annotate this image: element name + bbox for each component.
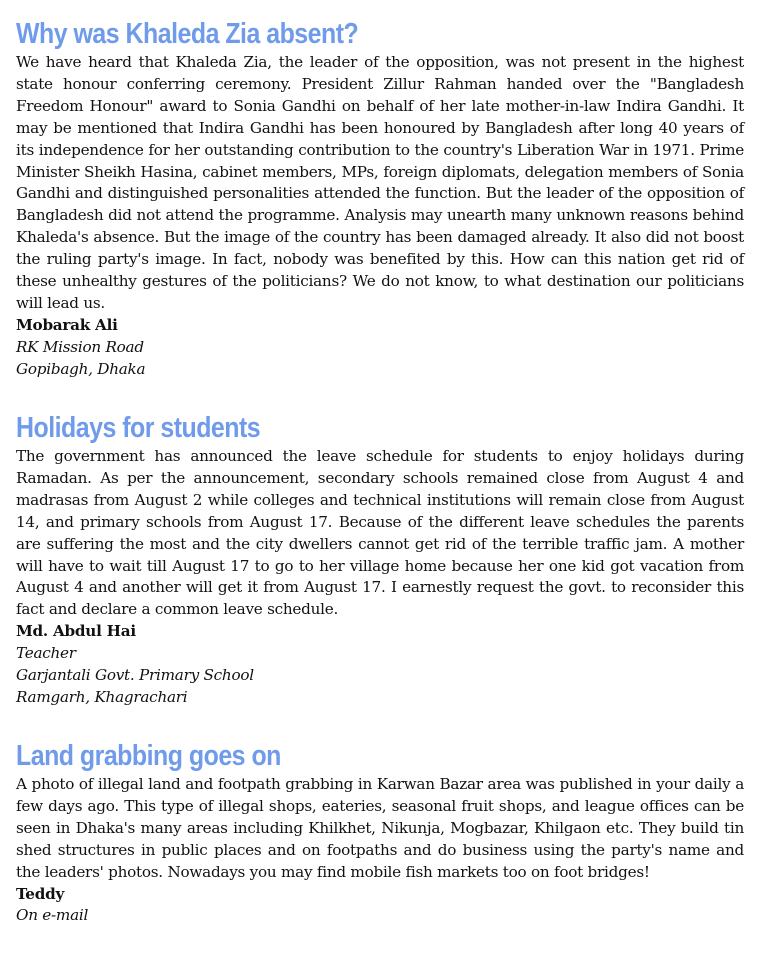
letter-headline: Why was Khaleda Zia absent? [16, 18, 359, 50]
letter-body: We have heard that Khaleda Zia, the leader of the opposition, was not present in the highest state honour conferring ceremony. President Zillur Rahman handed over the "Bangladesh Freedom Honour" award to Sonia Gandhi on behalf of her late mother-in-law Indira Gandhi. It may be mentioned that Indira Gandhi has been honoured by Bangladesh after long 40 years of its independence for her outstanding contribution to the country's Liberation War in 1971. Prime Minister Sheikh Hasina, cabinet members, MPs, foreign diplomats, delegation members of Sonia Gandhi and distinguished personalities attended the function. But the leader of the opposition of Bangladesh did not attend the programme. Analysis may unearth many unknown reasons behind Khaleda's absence. But the image of the country has been damaged already. It also did not boost the ruling party's image. In fact, nobody was benefited by this. How can this nation get rid of these unhealthy gestures of the politicians? We do not know, to what destination our politicians will lead us. [16, 53, 744, 312]
letter-signature-line: Gopibagh, Dhaka [16, 359, 146, 378]
letter-body: The government has announced the leave schedule for students to enjoy holidays during Ramadan. As per the announcement, secondary schools remained close from August 4 and madrasas from August 2 while colleges and technical institutions will remain close from August 14, and primary schools from August 17. Because of the different leave schedules the parents are suffering the most and the city dwellers cannot get rid of the terrible traffic jam. A mother will have to wait till August 17 to go to her village home because her one kid got vacation from August 4 and another will get it from August 17. I earnestly request the govt. to reconsider this fact and declare a common leave schedule. [16, 447, 744, 619]
letter-land-grabbing [16, 738, 744, 927]
letter-khaleda-zia [16, 16, 744, 381]
letter-author: Md. Abdul Hai [16, 622, 136, 641]
letter-author: Teddy [16, 884, 65, 903]
letter-signature-line: Teacher [16, 644, 76, 663]
letter-signature-line: On e-mail [16, 906, 89, 925]
letter-holidays-for-students [16, 410, 744, 709]
letter-headline: Land grabbing goes on [16, 740, 281, 772]
letter-signature-line: RK Mission Road [16, 337, 144, 356]
letter-signature-line: Ramgarh, Khagrachari [16, 687, 188, 706]
letter-body: A photo of illegal land and footpath grabbing in Karwan Bazar area was published in your daily a few days ago. This type of illegal shops, eateries, seasonal fruit shops, and league offices can be seen in Dhaka's many areas including Khilkhet, Nikunja, Mogbazar, Khilgaon etc. They build tin shed structures in public places and on footpaths and do business using the party's name and the leaders' photos. Nowadays you may find mobile fish markets too on foot bridges! [16, 775, 744, 881]
letter-signature-line: Garjantali Govt. Primary School [16, 666, 254, 685]
letter-headline: Holidays for students [16, 412, 261, 444]
letter-author: Mobarak Ali [16, 315, 118, 334]
